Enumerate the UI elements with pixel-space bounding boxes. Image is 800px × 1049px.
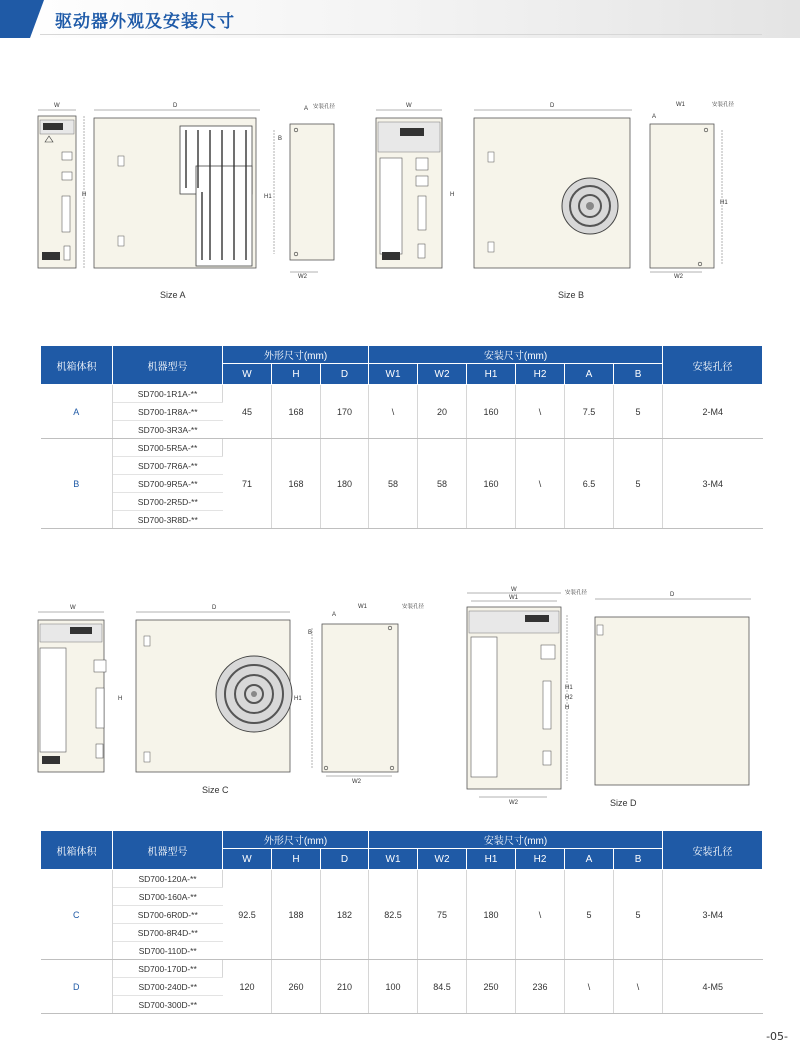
value-cell: 6.5 — [565, 439, 614, 529]
value-cell: 75 — [418, 870, 467, 960]
size-c-dim-h: H — [118, 696, 123, 702]
size-b-dim-h: H — [450, 192, 455, 198]
size-cell: C — [41, 870, 113, 960]
value-cell: 5 — [565, 870, 614, 960]
value-cell: 170 — [321, 385, 369, 439]
hole-cell: 2-M4 — [663, 385, 763, 439]
th-col-h: H — [272, 364, 321, 385]
size-c-mount-view — [294, 602, 425, 785]
th-hole: 安装孔径 — [663, 831, 763, 870]
size-a-dim-h1: H1 — [264, 194, 272, 200]
header-divider — [40, 34, 762, 35]
th-col-h1: H1 — [467, 364, 516, 385]
size-b-caption: Size B — [558, 290, 585, 300]
size-a-dim-a: A — [304, 106, 309, 112]
size-a-dim-w: W — [54, 103, 60, 109]
value-cell: \ — [614, 960, 663, 1014]
th-col-w1: W1 — [369, 364, 418, 385]
value-cell: 84.5 — [418, 960, 467, 1014]
size-a-dim-w2: W2 — [298, 274, 307, 280]
size-d-dim-w2: W2 — [509, 800, 518, 806]
th-model: 机器型号 — [113, 831, 223, 870]
size-b-hole-label: 安装孔径 — [712, 102, 735, 108]
size-a-hole-label: 安装孔径 — [313, 104, 336, 110]
value-cell: 58 — [369, 439, 418, 529]
size-c-dim-w2: W2 — [352, 779, 361, 785]
value-cell: 236 — [516, 960, 565, 1014]
value-cell: 5 — [614, 385, 663, 439]
th-col-a: A — [565, 364, 614, 385]
th-size: 机箱体积 — [41, 831, 113, 870]
size-d-side-view — [595, 592, 751, 785]
model-cell: SD700-1R1A-** — [113, 385, 223, 403]
size-b-side-view — [474, 103, 632, 268]
size-d-dim-w1: W1 — [509, 595, 518, 601]
size-cell: A — [41, 385, 113, 439]
size-c-dim-a: A — [332, 612, 337, 618]
value-cell: 168 — [272, 385, 321, 439]
value-cell: 188 — [272, 870, 321, 960]
size-d-hole-label: 安装孔径 — [565, 590, 588, 596]
th-col-d: D — [321, 364, 369, 385]
value-cell: 82.5 — [369, 870, 418, 960]
size-a-dim-h: H — [82, 192, 87, 198]
size-c-dim-d: D — [212, 605, 217, 611]
model-cell: SD700-3R8D-** — [113, 511, 223, 529]
value-cell: 92.5 — [223, 870, 272, 960]
value-cell: \ — [516, 439, 565, 529]
size-d-dim-d: D — [670, 592, 675, 598]
th-col-h1: H1 — [467, 849, 516, 870]
page-title: 驱动器外观及安装尺寸 — [55, 12, 235, 32]
size-b-dim-w: W — [406, 103, 412, 109]
value-cell: \ — [369, 385, 418, 439]
spec-table-1 — [40, 345, 763, 529]
th-install: 安装尺寸(mm) — [369, 831, 663, 849]
size-c-hole-label: 安装孔径 — [402, 604, 425, 610]
th-col-w2: W2 — [418, 364, 467, 385]
size-a-mount-view — [264, 102, 336, 280]
value-cell: \ — [516, 385, 565, 439]
th-col-w2: W2 — [418, 849, 467, 870]
model-cell: SD700-5R5A-** — [113, 439, 223, 457]
th-outer: 外形尺寸(mm) — [223, 346, 369, 364]
model-cell: SD700-1R8A-** — [113, 403, 223, 421]
value-cell: 5 — [614, 439, 663, 529]
th-hole: 安装孔径 — [663, 346, 763, 385]
th-col-h2: H2 — [516, 849, 565, 870]
size-c-dim-w: W — [70, 605, 76, 611]
value-cell: \ — [565, 960, 614, 1014]
size-d-dim-h1: H1 — [565, 685, 573, 691]
model-cell: SD700-120A-** — [113, 870, 223, 888]
size-b-dim-d: D — [550, 103, 555, 109]
size-d-drawing — [455, 585, 760, 805]
model-cell: SD700-110D-** — [113, 942, 223, 960]
model-cell: SD700-7R6A-** — [113, 457, 223, 475]
size-cell: D — [41, 960, 113, 1014]
size-c-dim-w1: W1 — [358, 604, 367, 610]
size-b-dim-a: A — [652, 114, 657, 120]
size-b-dim-w1: W1 — [676, 102, 685, 108]
size-b-dim-h1: H1 — [720, 200, 728, 206]
size-d-dim-h2: H2 — [565, 695, 573, 701]
size-a-dim-b: B — [278, 136, 283, 142]
model-cell: SD700-2R5D-** — [113, 493, 223, 511]
model-cell: SD700-240D-** — [113, 978, 223, 996]
hole-cell: 3-M4 — [663, 870, 763, 960]
size-c-front-view — [38, 605, 122, 772]
table-row — [41, 960, 763, 978]
value-cell: 71 — [223, 439, 272, 529]
model-cell: SD700-3R3A-** — [113, 421, 223, 439]
size-a-front-view — [38, 103, 86, 268]
th-size: 机箱体积 — [41, 346, 113, 385]
size-c-dim-h1: H1 — [294, 696, 302, 702]
th-col-w1: W1 — [369, 849, 418, 870]
size-c-side-view — [136, 605, 292, 772]
model-cell: SD700-8R4D-** — [113, 924, 223, 942]
model-cell: SD700-6R0D-** — [113, 906, 223, 924]
value-cell: 45 — [223, 385, 272, 439]
value-cell: 7.5 — [565, 385, 614, 439]
value-cell: 100 — [369, 960, 418, 1014]
size-c-dim-b: B — [308, 630, 313, 636]
table-row — [41, 385, 763, 403]
model-cell: SD700-9R5A-** — [113, 475, 223, 493]
model-cell: SD700-160A-** — [113, 888, 223, 906]
size-d-dim-h: H — [565, 705, 570, 711]
th-col-a: A — [565, 849, 614, 870]
value-cell: \ — [516, 870, 565, 960]
size-b-drawing — [370, 96, 740, 286]
th-col-h: H — [272, 849, 321, 870]
value-cell: 180 — [321, 439, 369, 529]
th-install: 安装尺寸(mm) — [369, 346, 663, 364]
th-outer: 外形尺寸(mm) — [223, 831, 369, 849]
value-cell: 160 — [467, 439, 516, 529]
value-cell: 260 — [272, 960, 321, 1014]
page-number: -05- — [766, 1030, 788, 1043]
size-cell: B — [41, 439, 113, 529]
th-col-h2: H2 — [516, 364, 565, 385]
size-d-front-view — [467, 587, 588, 806]
value-cell: 168 — [272, 439, 321, 529]
value-cell: 210 — [321, 960, 369, 1014]
table-row — [41, 439, 763, 457]
size-a-side-view — [94, 103, 260, 268]
value-cell: 250 — [467, 960, 516, 1014]
th-model: 机器型号 — [113, 346, 223, 385]
value-cell: 20 — [418, 385, 467, 439]
th-col-b: B — [614, 364, 663, 385]
size-a-drawing — [28, 96, 373, 286]
size-c-caption: Size C — [202, 785, 229, 795]
hole-cell: 3-M4 — [663, 439, 763, 529]
size-b-dim-w2: W2 — [674, 274, 683, 280]
th-col-b: B — [614, 849, 663, 870]
value-cell: 180 — [467, 870, 516, 960]
spec-table-2 — [40, 830, 763, 1014]
header-stripe-decoration — [0, 0, 48, 38]
value-cell: 120 — [223, 960, 272, 1014]
size-a-caption: Size A — [160, 290, 186, 300]
hole-cell: 4-M5 — [663, 960, 763, 1014]
model-cell: SD700-170D-** — [113, 960, 223, 978]
size-d-caption: Size D — [610, 798, 637, 808]
size-d-dim-w: W — [511, 587, 517, 593]
size-b-mount-view — [650, 100, 735, 280]
th-col-w: W — [223, 849, 272, 870]
value-cell: 160 — [467, 385, 516, 439]
size-c-drawing — [28, 596, 425, 786]
value-cell: 182 — [321, 870, 369, 960]
model-cell: SD700-300D-** — [113, 996, 223, 1014]
size-b-front-view — [376, 103, 454, 268]
value-cell: 5 — [614, 870, 663, 960]
table-row — [41, 870, 763, 888]
th-col-w: W — [223, 364, 272, 385]
size-a-dim-d: D — [173, 103, 178, 109]
value-cell: 58 — [418, 439, 467, 529]
th-col-d: D — [321, 849, 369, 870]
